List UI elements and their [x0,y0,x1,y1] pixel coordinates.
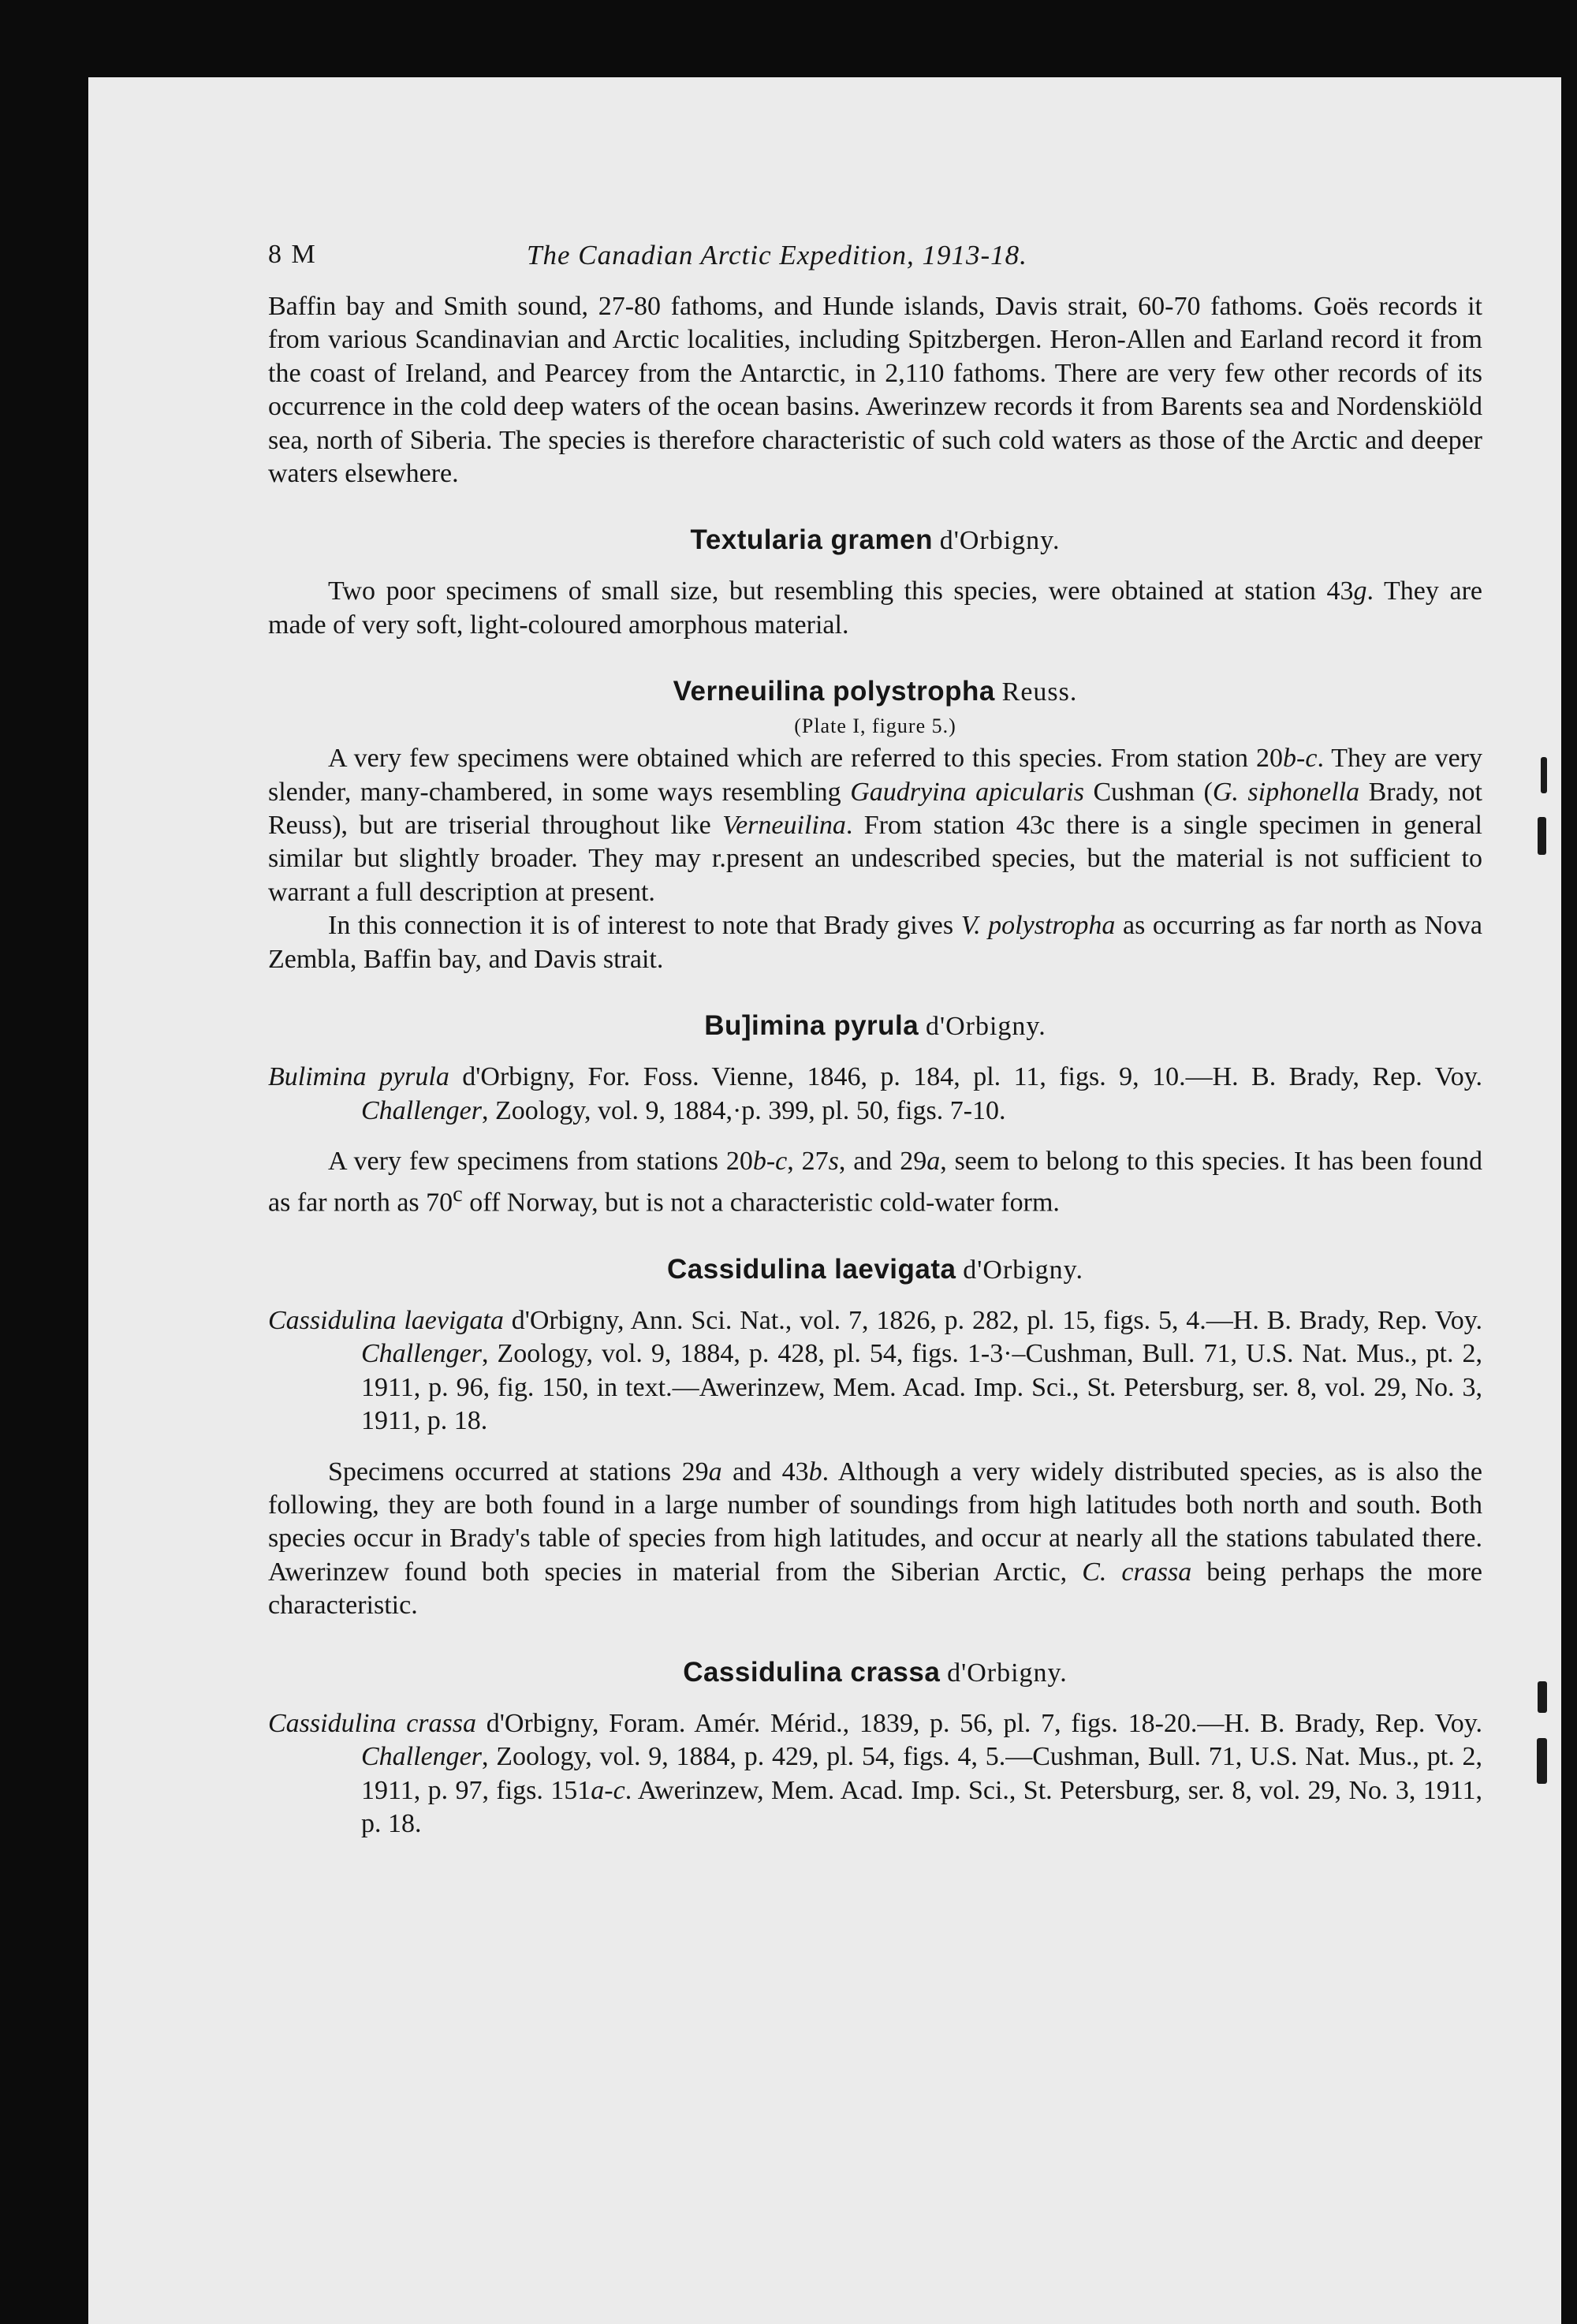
species-heading-cassidulina-crassa [268,1654,1482,1692]
species-name: Verneuilina polystropha [673,676,995,707]
species-name: Bu]imina pyrula [704,1010,919,1042]
paragraph-textularia: Two poor specimens of small size, but resembling this species, were obtained at station 43g. They are made of very soft, light-coloured amorphous material. [268,576,1482,640]
species-author: d'Orbigny. [925,1012,1046,1042]
paragraph-continued: Baffin bay and Smith sound, 27-80 fathoms, and Hunde islands, Davis strait, 60-70 fathoms. Goës records it from various Scandinavian and Arctic localities, including Spitzbergen. Heron-Allen and Earland record it from the coast of Ireland, and Pearcey from the Antarctic, in 2,110 fathoms. There are very few other records of its occurrence in the cold deep waters of the ocean basins. Awerinzew records it from Barents sea and Nordenskiöld sea, north of Siberia. The species is therefore characteristic of such cold waters as those of the Arctic and deeper waters elsewhere. [268,292,1482,489]
book-page [88,77,1561,2324]
margin-mark-top-2 [1538,817,1546,855]
species-author: d'Orbigny. [947,1658,1068,1688]
running-head [268,240,1482,290]
synonymy-cassidulina-laevigata: Cassidulina laevigata d'Orbigny, Ann. Sci. Nat., vol. 7, 1826, p. 282, pl. 15, figs. 5, 4.—H. B. Brady, Rep. Voy. Challenger, Zoology, vol. 9, 1884, p. 428, pl. 54, figs. 1-3·–Cushman, Bull. 71, U.S. Nat. Mus., pt. 2, 1911, p. 96, fig. 150, in text.—Awerinzew, Mem. Acad. Imp. Sci., St. Petersburg, ser. 8, vol. 29, No. 3, 1911, p. 18. [268,1306,1482,1436]
paragraph-verneuilina-note: In this connection it is of interest to note that Brady gives V. polystropha as occurring as far north as Nova Zembla, Baffin bay, and Davis strait. [268,911,1483,974]
species-author: Reuss. [1001,677,1078,707]
species-heading-bulimina [268,1008,1482,1045]
species-author: d'Orbigny. [963,1255,1083,1285]
species-name: Textularia gramen [690,524,933,556]
species-heading-verneuilina [268,673,1482,711]
synonymy-cassidulina-crassa: Cassidulina crassa d'Orbigny, Foram. Amér. Mérid., 1839, p. 56, pl. 7, figs. 18-20.—H. B. Brady, Rep. Voy. Challenger, Zoology, vol. 9, 1884, p. 429, pl. 54, figs. 4, 5.—Cushman, Bull. 71, U.S. Nat. Mus., pt. 2, 1911, p. 97, figs. 151a-c. Awerinzew, Mem. Acad. Imp. Sci., St. Petersburg, ser. 8, vol. 29, No. 3, 1911, p. 18. [268,1708,1482,1838]
margin-mark-top [1541,757,1547,793]
synonymy-bulimina: Bulimina pyrula d'Orbigny, For. Foss. Vienne, 1846, p. 184, pl. 11, figs. 9, 10.—H. B. Brady, Rep. Voy. Challenger, Zoology, vol. 9, 1884,·p. 399, pl. 50, figs. 7-10. [268,1062,1482,1125]
paragraph-verneuilina: A very few specimens were obtained which are referred to this species. From station 20b-c. They are very slender, many-chambered, in some ways resembling Gaudryina apicularis Cushman (G. siphonella Brady, not Reuss), but are triserial throughout like Verneuilina. From station 43c there is a single specimen in general similar but slightly broader. They may r.present an undescribed species, but the material is not sufficient to warrant a full description at present. [268,744,1483,907]
paragraph-bulimina: A very few specimens from stations 20b-c, 27s, and 29a, seem to belong to this species. It has been found as far north as 70$^c$ off Norway, but is not a characteristic cold-water form. [268,1146,1483,1218]
species-heading-cassidulina-laevigata [268,1252,1482,1289]
journal-title: The Canadian Arctic Expedition, 1913-18. [527,240,1027,270]
species-name: Cassidulina crassa [683,1656,941,1688]
paragraph-cassidulina-laevigata: Specimens occurred at stations 29a and 43b. Although a very widely distributed species, as is also the following, they are both found in a large number of soundings from high latitudes both north and south. Both species occur in Brady's table of species from high latitudes, and occur at nearly all the stations tabulated there. Awerinzew found both species in material from the Siberian Arctic, C. crassa being perhaps the more characteristic. [268,1457,1483,1621]
page-number: 8 M [268,240,317,269]
species-heading-textularia [268,522,1482,559]
text-column [268,240,1482,1841]
margin-mark-bottom [1538,1681,1547,1713]
margin-mark-bottom-2 [1537,1738,1547,1784]
species-name: Cassidulina laevigata [667,1254,956,1285]
species-author: d'Orbigny. [939,526,1061,556]
plate-reference: (Plate I, figure 5.) [794,714,956,738]
